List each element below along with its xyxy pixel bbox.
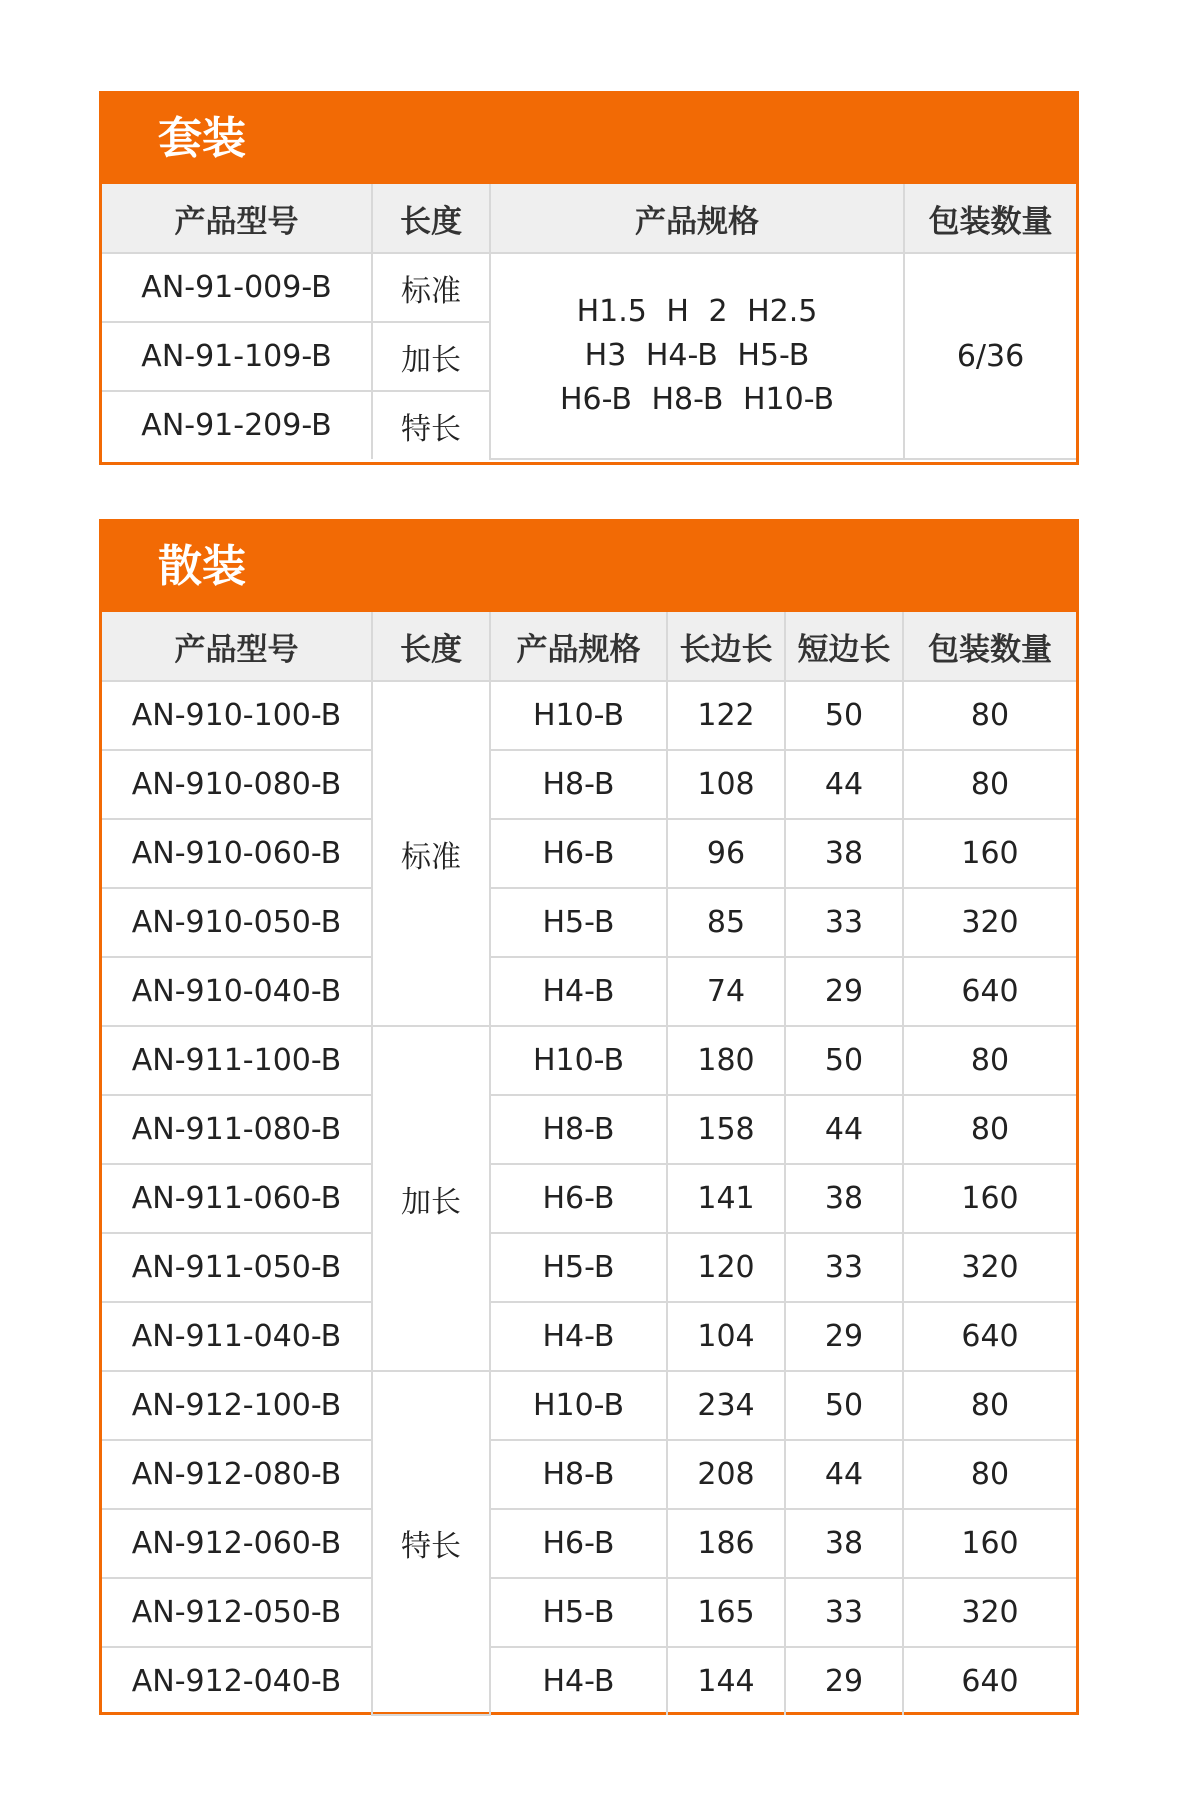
pack-cell: 160 — [903, 1164, 1076, 1233]
spec-cell: H4-B — [490, 957, 667, 1026]
table-row — [102, 1233, 1076, 1302]
spec-cell: H4-B — [490, 1302, 667, 1371]
table-row — [102, 1164, 1076, 1233]
short-side-cell: 33 — [785, 1578, 903, 1647]
long-side-cell: 85 — [667, 888, 785, 957]
bulk-table — [102, 612, 1076, 1716]
bulk-header-model: 产品型号 — [102, 612, 372, 681]
spec-line: H3 H4-B H5-B — [584, 338, 810, 373]
spec-cell — [490, 253, 904, 459]
set-panel — [99, 91, 1079, 465]
pack-cell: 320 — [903, 1233, 1076, 1302]
spec-cell: H6-B — [490, 1509, 667, 1578]
table-row — [102, 1509, 1076, 1578]
model-cell: AN-912-040-B — [102, 1647, 372, 1715]
model-cell: AN-91-209-B — [102, 391, 372, 459]
length-cell: 特长 — [372, 391, 490, 459]
spec-cell: H8-B — [490, 750, 667, 819]
long-side-cell: 96 — [667, 819, 785, 888]
set-header-spec: 产品规格 — [490, 184, 904, 253]
long-side-cell: 74 — [667, 957, 785, 1026]
table-row — [102, 1026, 1076, 1095]
length-cell: 标准 — [372, 681, 490, 1026]
pack-cell: 80 — [903, 750, 1076, 819]
spec-line: H6-B H8-B H10-B — [559, 382, 835, 417]
table-row — [102, 1647, 1076, 1715]
table-row — [102, 253, 1076, 322]
model-cell: AN-912-060-B — [102, 1509, 372, 1578]
spec-cell: H6-B — [490, 1164, 667, 1233]
short-side-cell: 38 — [785, 819, 903, 888]
spec-cell: H5-B — [490, 1233, 667, 1302]
pack-cell: 80 — [903, 681, 1076, 750]
table-row — [102, 1440, 1076, 1509]
bulk-header-row — [102, 612, 1076, 681]
set-header-pack: 包装数量 — [904, 184, 1076, 253]
short-side-cell: 29 — [785, 957, 903, 1026]
long-side-cell: 141 — [667, 1164, 785, 1233]
pack-cell: 80 — [903, 1095, 1076, 1164]
spec-cell: H4-B — [490, 1647, 667, 1715]
model-cell: AN-911-080-B — [102, 1095, 372, 1164]
table-row — [102, 957, 1076, 1026]
spec-cell: H8-B — [490, 1095, 667, 1164]
bulk-header-long-side: 长边长 — [667, 612, 785, 681]
bulk-panel — [99, 519, 1079, 1715]
short-side-cell: 44 — [785, 1440, 903, 1509]
model-cell: AN-912-050-B — [102, 1578, 372, 1647]
pack-cell: 80 — [903, 1026, 1076, 1095]
spec-cell: H5-B — [490, 1578, 667, 1647]
model-cell: AN-910-040-B — [102, 957, 372, 1026]
pack-cell: 320 — [903, 1578, 1076, 1647]
pack-cell: 160 — [903, 1509, 1076, 1578]
pack-cell: 160 — [903, 819, 1076, 888]
length-cell: 加长 — [372, 322, 490, 391]
long-side-cell: 165 — [667, 1578, 785, 1647]
short-side-cell: 44 — [785, 750, 903, 819]
short-side-cell: 33 — [785, 1233, 903, 1302]
pack-cell: 320 — [903, 888, 1076, 957]
spec-cell: H10-B — [490, 1371, 667, 1440]
pack-cell: 6/36 — [904, 253, 1076, 459]
model-cell: AN-911-040-B — [102, 1302, 372, 1371]
model-cell: AN-91-109-B — [102, 322, 372, 391]
length-cell: 特长 — [372, 1371, 490, 1715]
short-side-cell: 38 — [785, 1509, 903, 1578]
model-cell: AN-912-100-B — [102, 1371, 372, 1440]
model-cell: AN-91-009-B — [102, 253, 372, 322]
model-cell: AN-911-050-B — [102, 1233, 372, 1302]
bulk-header-pack: 包装数量 — [903, 612, 1076, 681]
short-side-cell: 29 — [785, 1647, 903, 1715]
table-row — [102, 681, 1076, 750]
short-side-cell: 50 — [785, 1371, 903, 1440]
length-cell: 加长 — [372, 1026, 490, 1371]
long-side-cell: 144 — [667, 1647, 785, 1715]
table-row — [102, 750, 1076, 819]
length-cell: 标准 — [372, 253, 490, 322]
set-title: 套装 — [102, 94, 1076, 184]
spec-line: H1.5 H 2 H2.5 — [576, 294, 818, 329]
spec-cell: H5-B — [490, 888, 667, 957]
long-side-cell: 158 — [667, 1095, 785, 1164]
bulk-title: 散装 — [102, 522, 1076, 612]
table-row — [102, 819, 1076, 888]
model-cell: AN-910-060-B — [102, 819, 372, 888]
spec-cell: H10-B — [490, 681, 667, 750]
bulk-header-length: 长度 — [372, 612, 490, 681]
pack-cell: 80 — [903, 1371, 1076, 1440]
pack-cell: 640 — [903, 957, 1076, 1026]
table-row — [102, 1371, 1076, 1440]
long-side-cell: 186 — [667, 1509, 785, 1578]
spec-cell: H6-B — [490, 819, 667, 888]
short-side-cell: 38 — [785, 1164, 903, 1233]
model-cell: AN-910-080-B — [102, 750, 372, 819]
short-side-cell: 33 — [785, 888, 903, 957]
spec-cell: H8-B — [490, 1440, 667, 1509]
long-side-cell: 180 — [667, 1026, 785, 1095]
model-cell: AN-911-100-B — [102, 1026, 372, 1095]
model-cell: AN-911-060-B — [102, 1164, 372, 1233]
bulk-header-short-side: 短边长 — [785, 612, 903, 681]
table-row — [102, 1302, 1076, 1371]
short-side-cell: 50 — [785, 1026, 903, 1095]
long-side-cell: 234 — [667, 1371, 785, 1440]
pack-cell: 640 — [903, 1302, 1076, 1371]
pack-cell: 640 — [903, 1647, 1076, 1715]
short-side-cell: 50 — [785, 681, 903, 750]
long-side-cell: 104 — [667, 1302, 785, 1371]
model-cell: AN-910-050-B — [102, 888, 372, 957]
table-row — [102, 888, 1076, 957]
long-side-cell: 108 — [667, 750, 785, 819]
set-header-model: 产品型号 — [102, 184, 372, 253]
long-side-cell: 120 — [667, 1233, 785, 1302]
set-header-row — [102, 184, 1076, 253]
model-cell: AN-910-100-B — [102, 681, 372, 750]
short-side-cell: 44 — [785, 1095, 903, 1164]
table-row — [102, 1095, 1076, 1164]
table-row — [102, 1578, 1076, 1647]
short-side-cell: 29 — [785, 1302, 903, 1371]
set-header-length: 长度 — [372, 184, 490, 253]
pack-cell: 80 — [903, 1440, 1076, 1509]
long-side-cell: 208 — [667, 1440, 785, 1509]
long-side-cell: 122 — [667, 681, 785, 750]
spec-cell: H10-B — [490, 1026, 667, 1095]
set-table — [102, 184, 1076, 460]
bulk-header-spec: 产品规格 — [490, 612, 667, 681]
model-cell: AN-912-080-B — [102, 1440, 372, 1509]
